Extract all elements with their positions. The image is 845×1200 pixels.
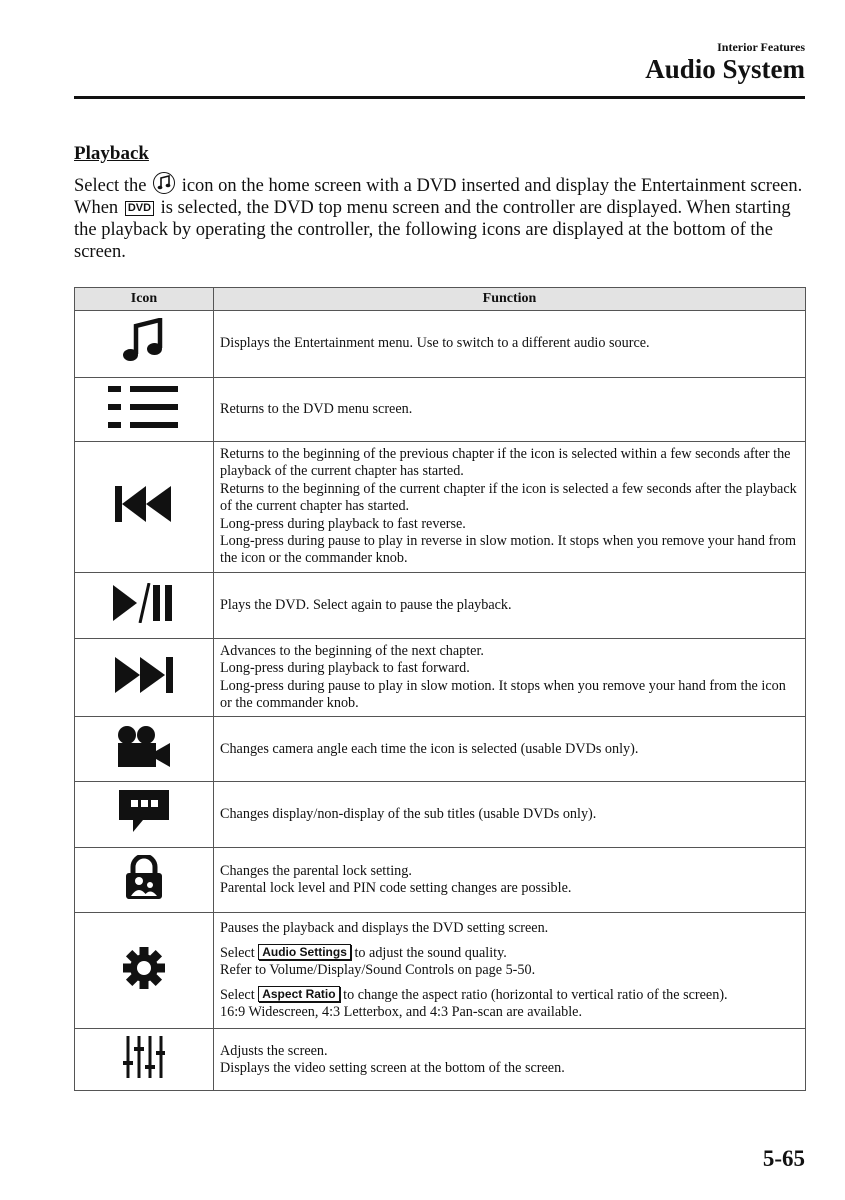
intro-text-1: Select the <box>74 176 147 196</box>
parental-lock-icon <box>124 855 164 906</box>
table-header-row <box>75 288 806 311</box>
skip-previous-icon <box>115 486 173 527</box>
page-title: Audio System <box>645 54 805 84</box>
dvd-button: DVD <box>125 201 154 216</box>
subtitle-icon <box>119 790 169 839</box>
playback-heading: Playback <box>74 143 149 164</box>
column-header-function: Function <box>214 288 806 311</box>
intro-text-2: icon on the home screen with a DVD inserted and display the Entertainment screen. When <box>74 176 803 218</box>
function-description: Displays the Entertainment menu. Use to switch to a different audio source. <box>214 311 806 378</box>
table-row <box>75 572 806 638</box>
function-description: Returns to the DVD menu screen. <box>214 378 806 442</box>
section-label: Interior Features <box>717 40 805 54</box>
function-description: Advances to the beginning of the next chapter. Long-press during playback to fast forward. Long-press during pause to play in slow motion. It stops when you remove your hand from the icon or the commander knob. <box>214 638 806 717</box>
table-row <box>75 378 806 442</box>
function-description: Plays the DVD. Select again to pause the playback. <box>214 572 806 638</box>
table-row <box>75 782 806 848</box>
function-description: Returns to the beginning of the previous chapter if the icon is selected within a few seconds after the playback of the current chapter has started. Returns to the beginning of the current chapter if the icon is selected a few seconds after the playback of the current chapter has started. Long-press during playback to fast reverse. Long-press during pause to play in reverse in slow motion. It stops when you remove your hand from the icon or the commander knob. <box>214 442 806 573</box>
header-divider <box>74 96 805 99</box>
menu-list-icon <box>108 384 180 435</box>
table-row <box>75 1029 806 1091</box>
intro-text-3: is selected, the DVD top menu screen and the controller are displayed. When starting the playback by operating the controller, the following icons are displayed at the bottom of the screen. <box>74 198 791 262</box>
function-description: Changes camera angle each time the icon is selected (usable DVDs only). <box>214 717 806 782</box>
playback-intro <box>74 172 809 263</box>
function-description: Adjusts the screen. Displays the video setting screen at the bottom of the screen. <box>214 1029 806 1091</box>
gear-icon <box>122 946 166 995</box>
aspect-ratio-button: Aspect Ratio <box>258 986 339 1002</box>
icon-function-table <box>74 287 806 1091</box>
music-note-icon <box>122 318 166 369</box>
camera-angle-icon <box>116 725 172 774</box>
music-note-icon <box>153 172 175 194</box>
table-row <box>75 638 806 717</box>
audio-settings-button: Audio Settings <box>258 944 351 960</box>
page-number: 5-65 <box>762 1146 805 1171</box>
table-row <box>75 311 806 378</box>
play-pause-icon <box>113 583 175 628</box>
column-header-icon: Icon <box>75 288 214 311</box>
function-description: Changes display/non-display of the sub titles (usable DVDs only). <box>214 782 806 848</box>
skip-next-icon <box>115 657 173 698</box>
table-row <box>75 848 806 913</box>
table-row <box>75 717 806 782</box>
table-row <box>75 913 806 1029</box>
equalizer-icon <box>123 1035 165 1084</box>
function-description: Changes the parental lock setting. Parental lock level and PIN code setting changes are possible. <box>214 848 806 913</box>
function-description: Pauses the playback and displays the DVD setting screen. Select Audio Settings to adjust the sound quality. Refer to Volume/Display/Sound Controls on page 5-50. Select Aspect Ratio to change the aspect ratio (horizontal to vertical ratio of the screen). 16:9 Widescreen, 4:3 Letterbox, and 4:3 Pan-scan are available. <box>214 913 806 1029</box>
table-row <box>75 442 806 573</box>
